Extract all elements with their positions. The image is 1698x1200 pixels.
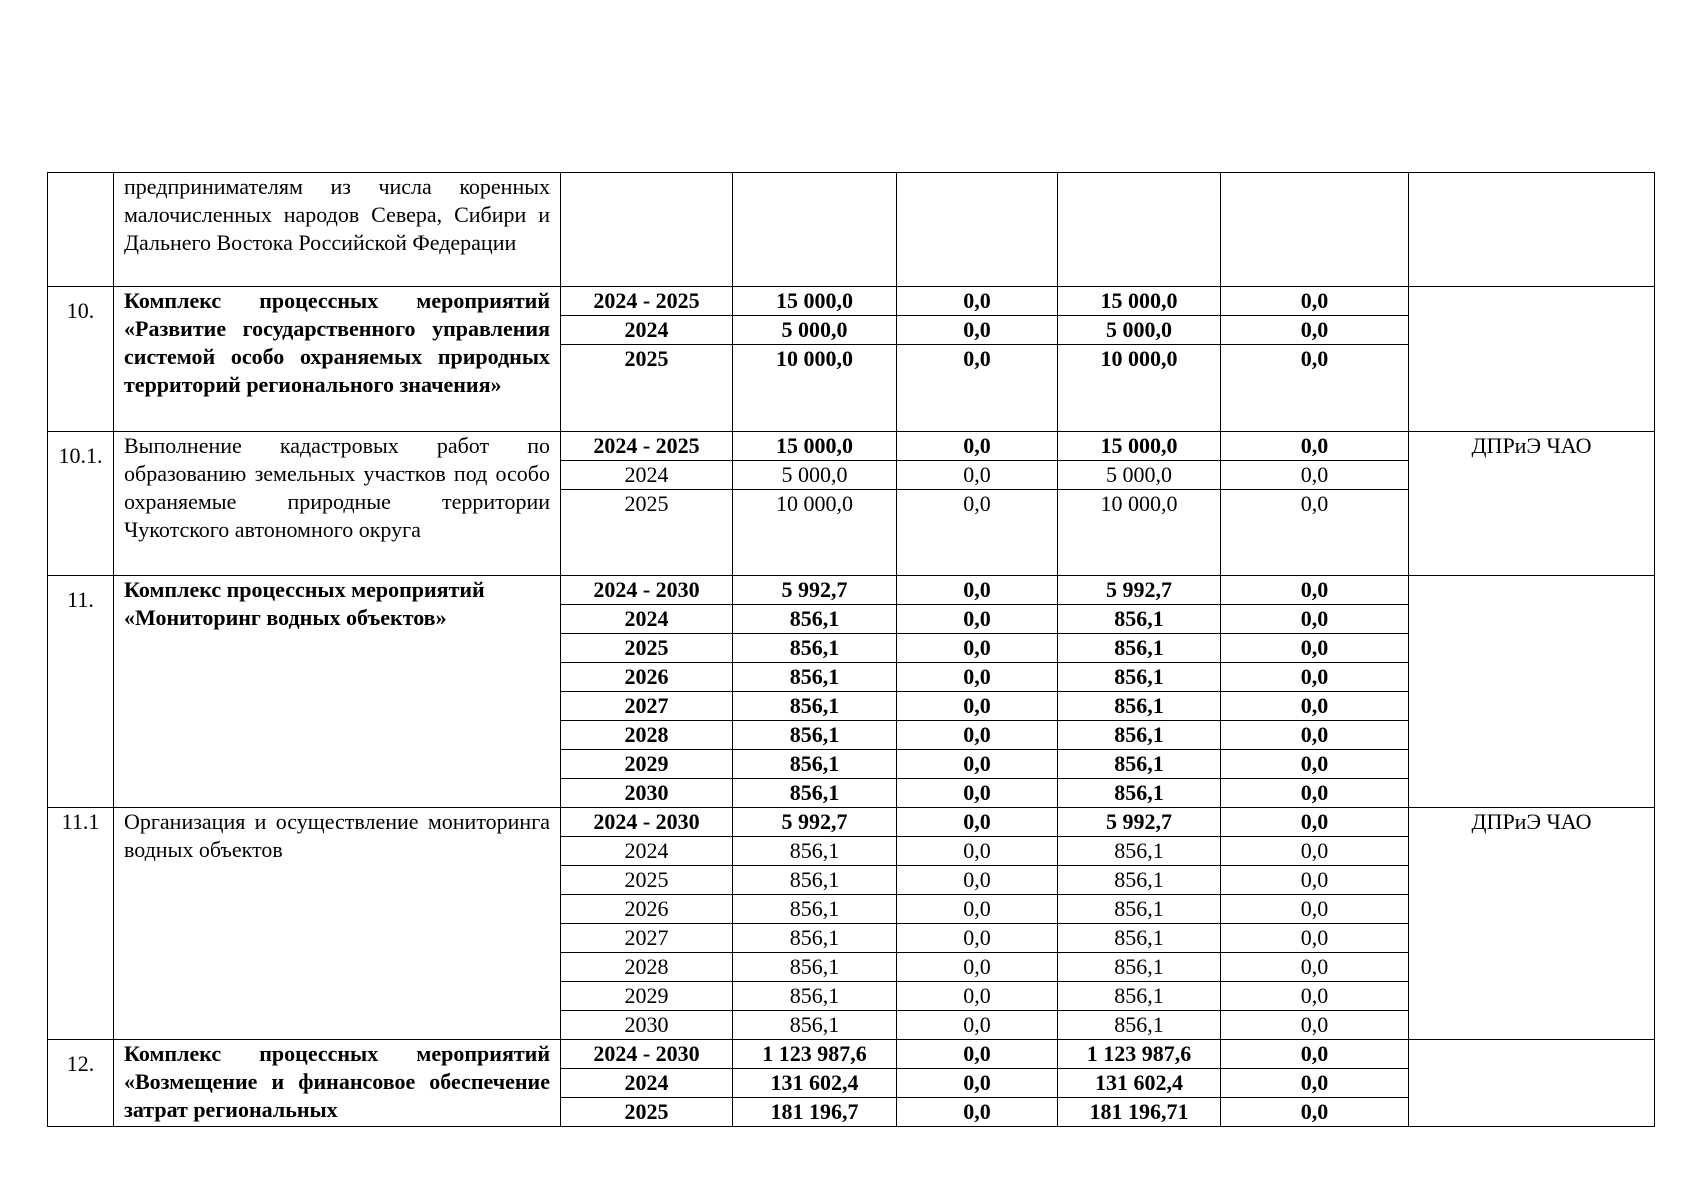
- other-cell: 0,0: [1221, 663, 1409, 692]
- other-cell: 0,0: [1221, 837, 1409, 866]
- federal-cell: 0,0: [897, 779, 1058, 808]
- period-cell: 2024: [561, 605, 733, 634]
- other-cell: 0,0: [1221, 345, 1409, 374]
- other-cell: 0,0: [1221, 460, 1409, 489]
- row-name-cell: предпринимателям из числа коренных малочисленных народов Севера, Сибири и Дальнего Востока Российской Федерации: [114, 173, 561, 287]
- federal-cell: 0,0: [897, 605, 1058, 634]
- federal-cell: 0,0: [897, 345, 1058, 374]
- row-number-cell: 10.1.: [48, 431, 114, 576]
- regional-cell: 856,1: [1058, 837, 1221, 866]
- other-cell: 0,0: [1221, 808, 1409, 837]
- total-cell: 5 992,7: [733, 576, 897, 605]
- other-cell: 0,0: [1221, 924, 1409, 953]
- other-cell: [1221, 518, 1409, 576]
- table-row: [48, 808, 1655, 837]
- total-cell: 181 196,7: [733, 1098, 897, 1127]
- period-cell: [561, 173, 733, 287]
- row-number-cell: 11.1: [48, 808, 114, 1040]
- other-cell: 0,0: [1221, 489, 1409, 518]
- table-row: [48, 287, 1655, 316]
- period-cell: 2024 - 2030: [561, 808, 733, 837]
- regional-cell: 856,1: [1058, 953, 1221, 982]
- period-cell: 2026: [561, 663, 733, 692]
- total-cell: 856,1: [733, 721, 897, 750]
- regional-cell: 1 123 987,6: [1058, 1040, 1221, 1069]
- regional-cell: 856,1: [1058, 779, 1221, 808]
- period-cell: 2028: [561, 721, 733, 750]
- federal-cell: 0,0: [897, 1011, 1058, 1040]
- regional-cell: 856,1: [1058, 634, 1221, 663]
- other-cell: 0,0: [1221, 982, 1409, 1011]
- regional-cell: [1058, 373, 1221, 431]
- regional-cell: 15 000,0: [1058, 287, 1221, 316]
- regional-cell: 856,1: [1058, 663, 1221, 692]
- regional-cell: 10 000,0: [1058, 345, 1221, 374]
- row-name-cell: Организация и осуществление мониторинга водных объектов: [114, 808, 561, 1040]
- total-cell: 856,1: [733, 605, 897, 634]
- federal-cell: 0,0: [897, 692, 1058, 721]
- table-row: [48, 576, 1655, 605]
- total-cell: 5 000,0: [733, 460, 897, 489]
- federal-cell: 0,0: [897, 663, 1058, 692]
- total-cell: 1 123 987,6: [733, 1040, 897, 1069]
- total-cell: 856,1: [733, 953, 897, 982]
- total-cell: [733, 373, 897, 431]
- total-cell: 856,1: [733, 924, 897, 953]
- other-cell: 0,0: [1221, 1040, 1409, 1069]
- federal-cell: 0,0: [897, 895, 1058, 924]
- total-cell: 131 602,4: [733, 1069, 897, 1098]
- regional-cell: 856,1: [1058, 605, 1221, 634]
- period-cell: 2024 - 2025: [561, 431, 733, 460]
- responsible-cell: [1409, 287, 1655, 432]
- budget-table: [47, 172, 1655, 1127]
- regional-cell: [1058, 173, 1221, 287]
- federal-cell: 0,0: [897, 1069, 1058, 1098]
- federal-cell: 0,0: [897, 982, 1058, 1011]
- other-cell: 0,0: [1221, 692, 1409, 721]
- period-cell: 2024 - 2030: [561, 1040, 733, 1069]
- total-cell: 856,1: [733, 750, 897, 779]
- total-cell: 856,1: [733, 895, 897, 924]
- total-cell: [733, 518, 897, 576]
- federal-cell: 0,0: [897, 837, 1058, 866]
- period-cell: [561, 373, 733, 431]
- row-name-cell: Выполнение кадастровых работ по образованию земельных участков под особо охраняемые природные территории Чукотского автономного округа: [114, 431, 561, 576]
- regional-cell: 5 992,7: [1058, 808, 1221, 837]
- total-cell: 856,1: [733, 663, 897, 692]
- row-number-cell: 12.: [48, 1040, 114, 1127]
- other-cell: 0,0: [1221, 1069, 1409, 1098]
- table-row: [48, 173, 1655, 287]
- other-cell: [1221, 373, 1409, 431]
- total-cell: 15 000,0: [733, 431, 897, 460]
- federal-cell: 0,0: [897, 287, 1058, 316]
- period-cell: 2027: [561, 692, 733, 721]
- regional-cell: 15 000,0: [1058, 431, 1221, 460]
- period-cell: [561, 518, 733, 576]
- other-cell: 0,0: [1221, 1098, 1409, 1127]
- total-cell: 5 000,0: [733, 316, 897, 345]
- other-cell: 0,0: [1221, 779, 1409, 808]
- federal-cell: 0,0: [897, 431, 1058, 460]
- total-cell: 856,1: [733, 692, 897, 721]
- federal-cell: [897, 518, 1058, 576]
- total-cell: 5 992,7: [733, 808, 897, 837]
- regional-cell: 856,1: [1058, 750, 1221, 779]
- total-cell: 15 000,0: [733, 287, 897, 316]
- period-cell: 2028: [561, 953, 733, 982]
- period-cell: 2030: [561, 1011, 733, 1040]
- period-cell: 2029: [561, 982, 733, 1011]
- total-cell: 856,1: [733, 837, 897, 866]
- period-cell: 2024 - 2030: [561, 576, 733, 605]
- other-cell: 0,0: [1221, 895, 1409, 924]
- regional-cell: 856,1: [1058, 982, 1221, 1011]
- row-name-cell: Комплекс процессных мероприятий «Мониторинг водных объектов»: [114, 576, 561, 808]
- period-cell: 2025: [561, 634, 733, 663]
- period-cell: 2026: [561, 895, 733, 924]
- total-cell: [733, 173, 897, 287]
- period-cell: 2025: [561, 1098, 733, 1127]
- total-cell: 856,1: [733, 634, 897, 663]
- row-number-cell: [48, 173, 114, 287]
- other-cell: 0,0: [1221, 431, 1409, 460]
- federal-cell: 0,0: [897, 808, 1058, 837]
- total-cell: 856,1: [733, 779, 897, 808]
- other-cell: 0,0: [1221, 1011, 1409, 1040]
- row-number-cell: 10.: [48, 287, 114, 432]
- period-cell: 2024: [561, 460, 733, 489]
- federal-cell: 0,0: [897, 634, 1058, 663]
- federal-cell: 0,0: [897, 924, 1058, 953]
- federal-cell: 0,0: [897, 1040, 1058, 1069]
- row-name-cell: Комплекс процессных мероприятий «Возмещение и финансовое обеспечение затрат региональных: [114, 1040, 561, 1127]
- regional-cell: 856,1: [1058, 924, 1221, 953]
- other-cell: 0,0: [1221, 953, 1409, 982]
- table-row: [48, 1040, 1655, 1069]
- federal-cell: 0,0: [897, 953, 1058, 982]
- period-cell: 2029: [561, 750, 733, 779]
- period-cell: 2027: [561, 924, 733, 953]
- other-cell: 0,0: [1221, 287, 1409, 316]
- period-cell: 2024: [561, 1069, 733, 1098]
- federal-cell: 0,0: [897, 576, 1058, 605]
- regional-cell: 5 992,7: [1058, 576, 1221, 605]
- federal-cell: 0,0: [897, 721, 1058, 750]
- period-cell: 2025: [561, 345, 733, 374]
- federal-cell: [897, 173, 1058, 287]
- other-cell: 0,0: [1221, 750, 1409, 779]
- regional-cell: 181 196,71: [1058, 1098, 1221, 1127]
- period-cell: 2024: [561, 837, 733, 866]
- period-cell: 2030: [561, 779, 733, 808]
- other-cell: 0,0: [1221, 634, 1409, 663]
- responsible-cell: [1409, 173, 1655, 287]
- regional-cell: 5 000,0: [1058, 316, 1221, 345]
- regional-cell: [1058, 518, 1221, 576]
- regional-cell: 856,1: [1058, 1011, 1221, 1040]
- row-number-cell: 11.: [48, 576, 114, 808]
- federal-cell: 0,0: [897, 489, 1058, 518]
- federal-cell: [897, 373, 1058, 431]
- other-cell: 0,0: [1221, 605, 1409, 634]
- period-cell: 2024 - 2025: [561, 287, 733, 316]
- federal-cell: 0,0: [897, 1098, 1058, 1127]
- responsible-cell: ДПРиЭ ЧАО: [1409, 431, 1655, 576]
- federal-cell: 0,0: [897, 460, 1058, 489]
- federal-cell: 0,0: [897, 750, 1058, 779]
- federal-cell: 0,0: [897, 316, 1058, 345]
- total-cell: 856,1: [733, 866, 897, 895]
- responsible-cell: [1409, 576, 1655, 808]
- row-name-cell: Комплекс процессных мероприятий «Развитие государственного управления системой особо охраняемых природных территорий регионального значения»: [114, 287, 561, 432]
- responsible-cell: [1409, 1040, 1655, 1127]
- other-cell: [1221, 173, 1409, 287]
- total-cell: 856,1: [733, 982, 897, 1011]
- period-cell: 2025: [561, 489, 733, 518]
- regional-cell: 856,1: [1058, 866, 1221, 895]
- regional-cell: 5 000,0: [1058, 460, 1221, 489]
- other-cell: 0,0: [1221, 576, 1409, 605]
- other-cell: 0,0: [1221, 316, 1409, 345]
- other-cell: 0,0: [1221, 721, 1409, 750]
- total-cell: 10 000,0: [733, 345, 897, 374]
- regional-cell: 856,1: [1058, 895, 1221, 924]
- regional-cell: 10 000,0: [1058, 489, 1221, 518]
- regional-cell: 856,1: [1058, 692, 1221, 721]
- federal-cell: 0,0: [897, 866, 1058, 895]
- regional-cell: 131 602,4: [1058, 1069, 1221, 1098]
- total-cell: 10 000,0: [733, 489, 897, 518]
- period-cell: 2024: [561, 316, 733, 345]
- period-cell: 2025: [561, 866, 733, 895]
- responsible-cell: ДПРиЭ ЧАО: [1409, 808, 1655, 1040]
- regional-cell: 856,1: [1058, 721, 1221, 750]
- total-cell: 856,1: [733, 1011, 897, 1040]
- other-cell: 0,0: [1221, 866, 1409, 895]
- table-row: [48, 431, 1655, 460]
